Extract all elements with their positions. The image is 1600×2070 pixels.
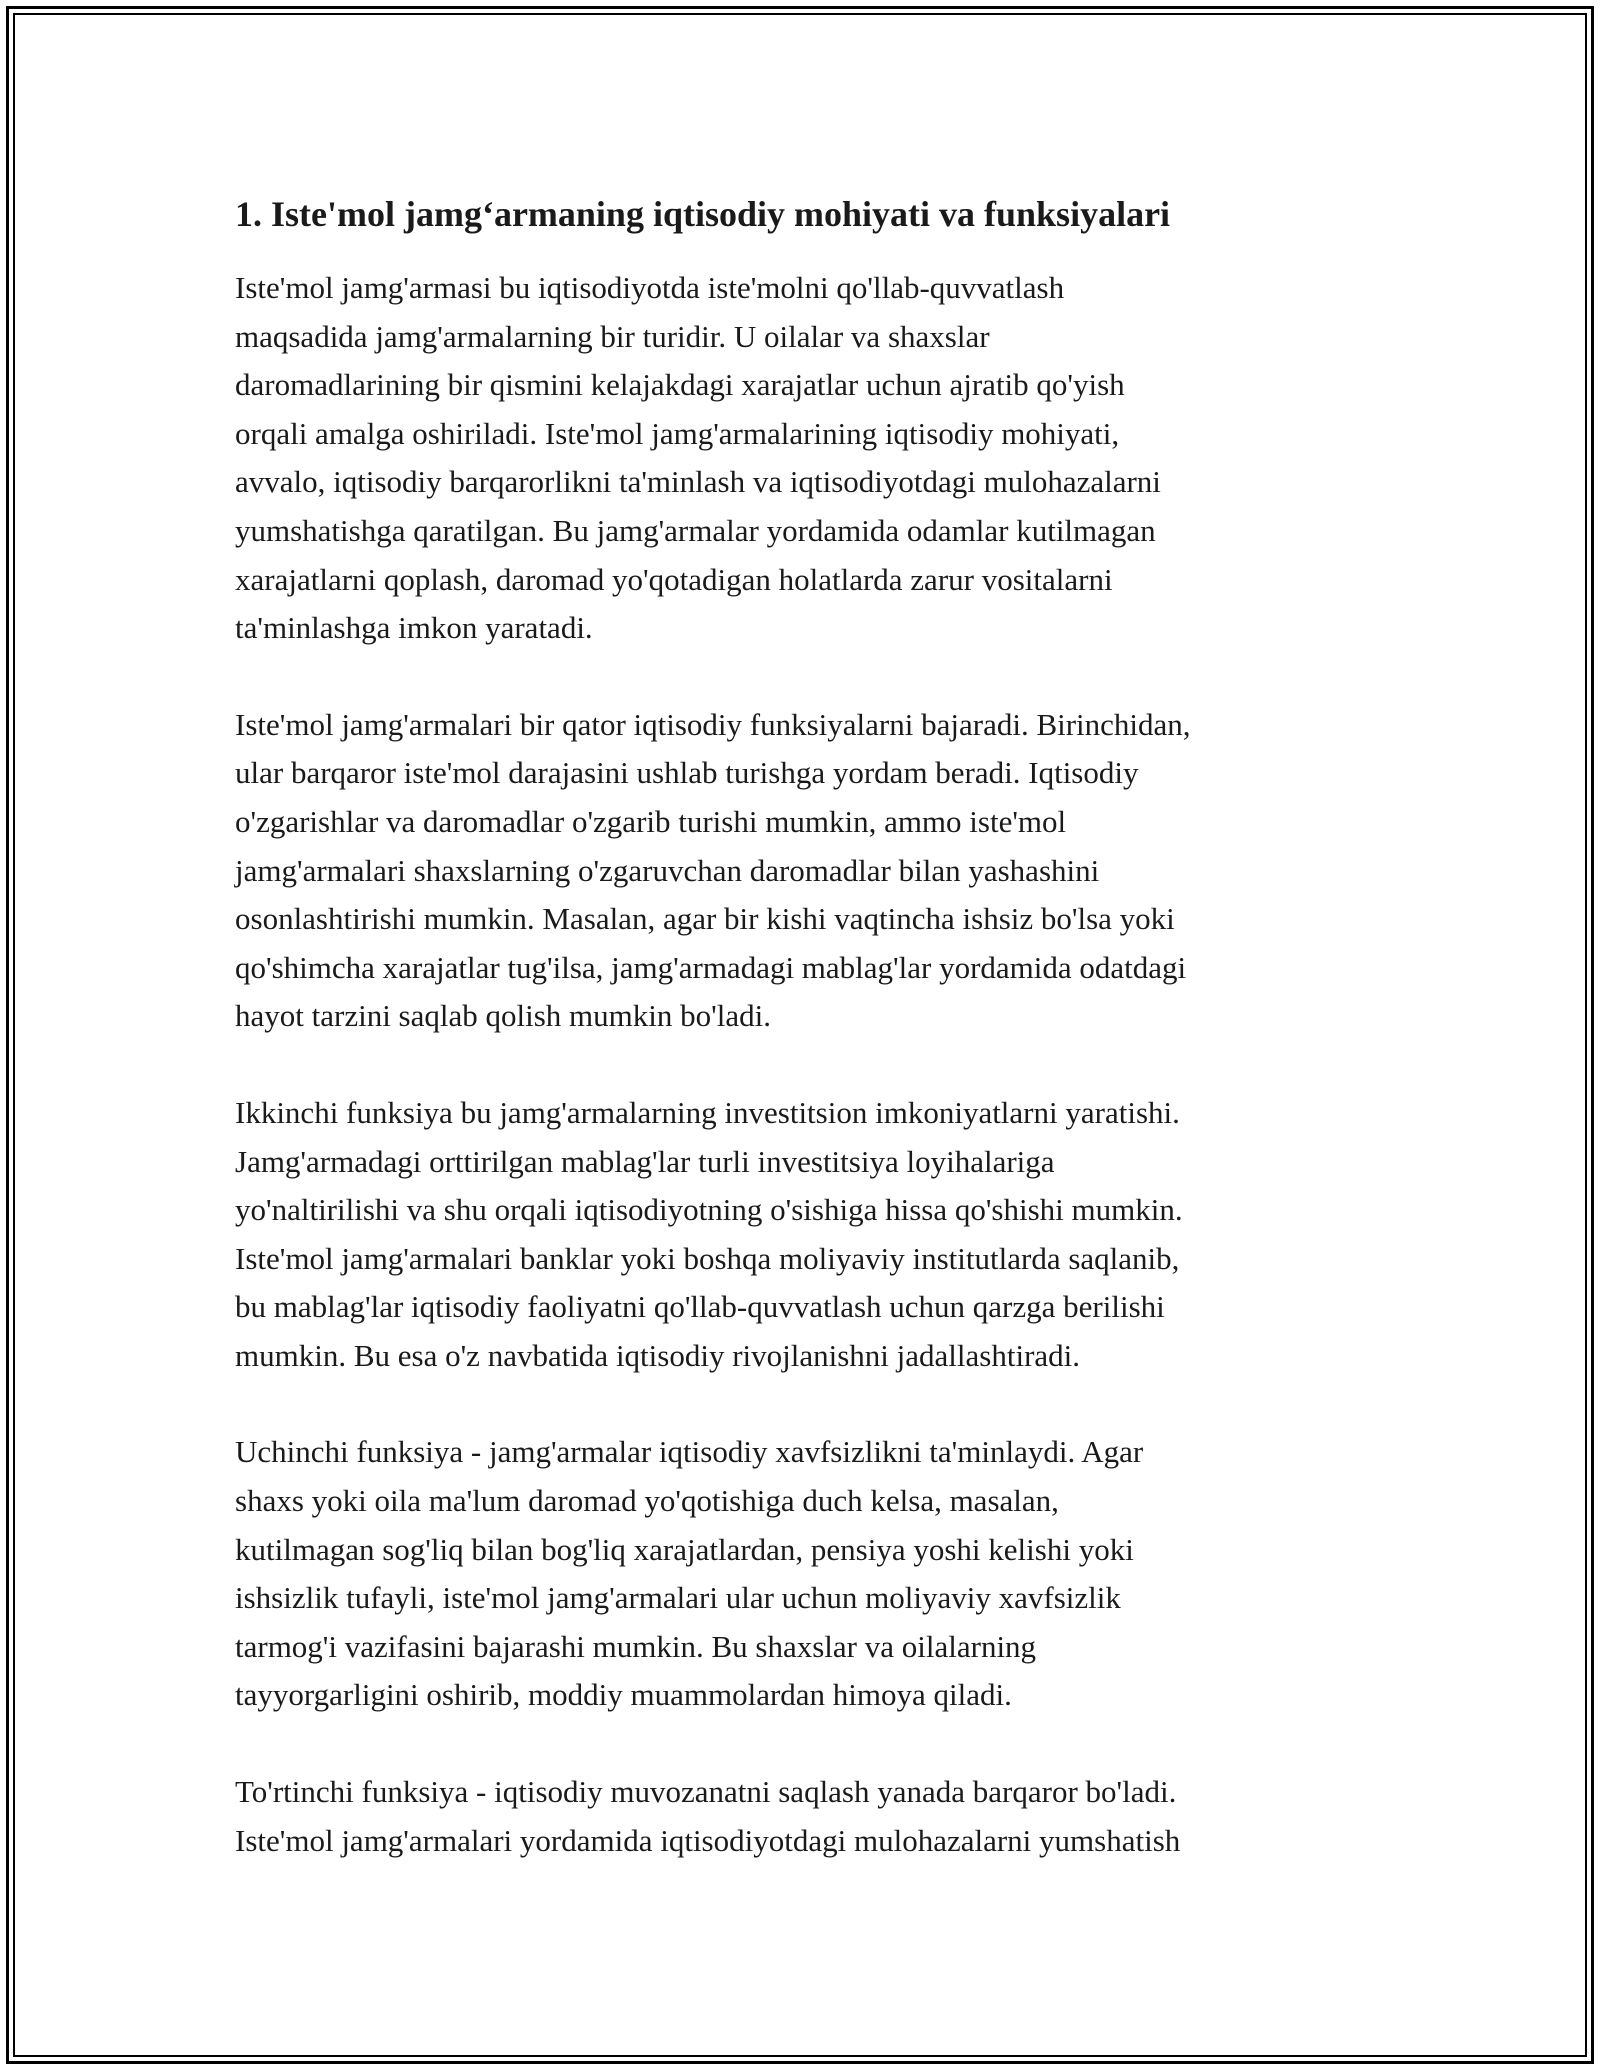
- paragraph-line: Iste'mol jamg'armalari banklar yoki boshqa moliyaviy institutlarda saqlanib,: [235, 1240, 1180, 1276]
- paragraph-line: ta'minlashga imkon yaratadi.: [235, 610, 593, 646]
- paragraph-line: Ikkinchi funksiya bu jamg'armalarning investitsion imkoniyatlarni yaratishi.: [235, 1094, 1180, 1130]
- paragraph-line: qo'shimcha xarajatlar tug'ilsa, jamg'armadagi mablag'lar yordamida odatdagi: [235, 949, 1187, 985]
- paragraph-line: osonlashtirishi mumkin. Masalan, agar bir kishi vaqtincha ishsiz bo'lsa yoki: [235, 901, 1175, 937]
- paragraph-line: avvalo, iqtisodiy barqarorlikni ta'minlash va iqtisodiyotdagi mulohazalarni: [235, 464, 1161, 500]
- paragraph-line: Iste'mol jamg'armalari bir qator iqtisodiy funksiyalarni bajaradi. Birinchidan,: [235, 706, 1191, 742]
- paragraph-5: [235, 1768, 1385, 1865]
- paragraph-line: xarajatlarni qoplash, daromad yo'qotadigan holatlarda zarur vositalarni: [235, 561, 1113, 597]
- paragraph-line: jamg'armalari shaxslarning o'zgaruvchan daromadlar bilan yashashini: [235, 852, 1100, 888]
- paragraph-line: shaxs yoki oila ma'lum daromad yo'qotishiga duch kelsa, masalan,: [235, 1483, 1059, 1519]
- paragraph-line: mumkin. Bu esa o'z navbatida iqtisodiy rivojlanishni jadallashtiradi.: [235, 1337, 1081, 1373]
- paragraph-line: maqsadida jamg'armalarning bir turidir. U oilalar va shaxslar: [235, 318, 990, 354]
- section-heading: 1. Iste'mol jamg‘armaning iqtisodiy mohiyati va funksiyalari: [235, 194, 1171, 234]
- paragraph-line: hayot tarzini saqlab qolish mumkin bo'ladi.: [235, 998, 771, 1034]
- paragraph-line: ishsizlik tufayli, iste'mol jamg'armalari ular uchun moliyaviy xavfsizlik: [235, 1580, 1121, 1616]
- paragraph-line: kutilmagan sog'liq bilan bog'liq xarajatlardan, pensiya yoshi kelishi yoki: [235, 1531, 1134, 1567]
- paragraph-line: yumshatishga qaratilgan. Bu jamg'armalar yordamida odamlar kutilmagan: [235, 512, 1156, 548]
- paragraph-line: tayyorgarligini oshirib, moddiy muammolardan himoya qiladi.: [235, 1677, 1012, 1713]
- paragraph-line: o'zgarishlar va daromadlar o'zgarib turishi mumkin, ammo iste'mol: [235, 803, 1067, 839]
- paragraph-line: tarmog'i vazifasini bajarashi mumkin. Bu shaxslar va oilalarning: [235, 1628, 1037, 1664]
- paragraph-1: [235, 264, 1385, 653]
- paragraph-4: [235, 1428, 1385, 1720]
- paragraph-line: Uchinchi funksiya - jamg'armalar iqtisodiy xavfsizlikni ta'minlaydi. Agar: [235, 1434, 1144, 1470]
- document-body: [235, 186, 1385, 1913]
- paragraph-3: [235, 1089, 1385, 1381]
- paragraph-line: yo'naltirilishi va shu orqali iqtisodiyotning o'sishiga hissa qo'shishi mumkin.: [235, 1192, 1183, 1228]
- paragraph-line: Jamg'armadagi orttirilgan mablag'lar turli investitsiya loyihalariga: [235, 1143, 1055, 1179]
- paragraph-line: Iste'mol jamg'armalari yordamida iqtisodiyotdagi mulohazalarni yumshatish: [235, 1822, 1181, 1858]
- paragraph-line: bu mablag'lar iqtisodiy faoliyatni qo'llab-quvvatlash uchun qarzga berilishi: [235, 1289, 1165, 1325]
- paragraph-line: Iste'mol jamg'armasi bu iqtisodiyotda iste'molni qo'llab-quvvatlash: [235, 270, 1065, 305]
- paragraph-line: ular barqaror iste'mol darajasini ushlab turishga yordam beradi. Iqtisodiy: [235, 755, 1139, 791]
- paragraph-2: [235, 701, 1385, 1041]
- paragraph-line: daromadlarining bir qismini kelajakdagi xarajatlar uchun ajratib qo'yish: [235, 367, 1125, 403]
- paragraph-line: To'rtinchi funksiya - iqtisodiy muvozanatni saqlash yanada barqaror bo'ladi.: [235, 1774, 1177, 1810]
- paragraph-line: orqali amalga oshiriladi. Iste'mol jamg'armalarining iqtisodiy mohiyati,: [235, 415, 1120, 451]
